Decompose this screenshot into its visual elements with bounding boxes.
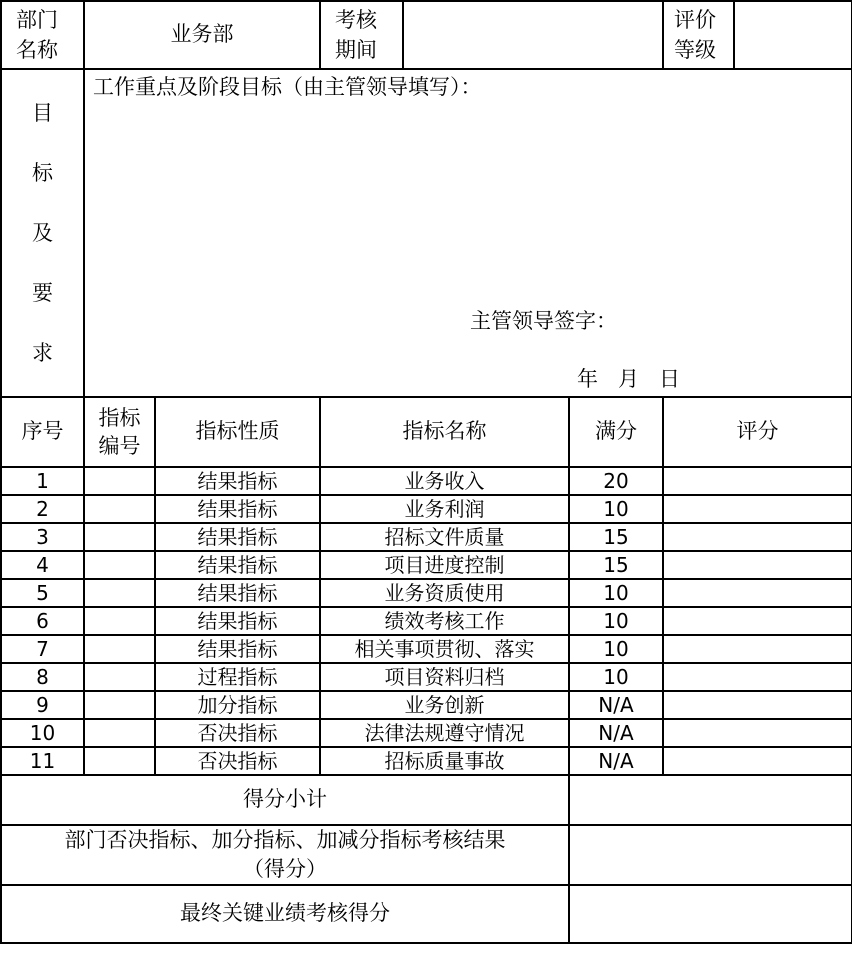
row-nature: 过程指标 [155, 663, 320, 691]
row-full-score: 10 [569, 607, 663, 635]
grade-label: 评价 等级 [663, 1, 734, 69]
row-code[interactable] [84, 551, 155, 579]
dept-result-label: 部门否决指标、加分指标、加减分指标考核结果 （得分） [1, 825, 569, 885]
row-seq: 4 [1, 551, 84, 579]
table-row [1, 523, 852, 551]
row-nature: 结果指标 [155, 635, 320, 663]
row-full-score: N/A [569, 691, 663, 719]
row-full-score: 10 [569, 579, 663, 607]
row-seq: 8 [1, 663, 84, 691]
dept-result-row [1, 825, 852, 885]
grade-value[interactable] [734, 1, 852, 69]
row-score[interactable] [663, 551, 852, 579]
table-row [1, 551, 852, 579]
goals-title: 工作重点及阶段目标（由主管领导填写）： [93, 75, 482, 99]
row-full-score: 10 [569, 635, 663, 663]
row-name: 法律法规遵守情况 [320, 719, 569, 747]
col-name-header: 指标名称 [320, 397, 569, 467]
row-name: 业务利润 [320, 495, 569, 523]
dept-name-value[interactable]: 业务部 [84, 1, 320, 69]
table-row [1, 691, 852, 719]
row-code[interactable] [84, 607, 155, 635]
header-row [1, 1, 852, 69]
table-row [1, 635, 852, 663]
row-code[interactable] [84, 523, 155, 551]
row-code[interactable] [84, 719, 155, 747]
row-full-score: 10 [569, 663, 663, 691]
final-score-value[interactable] [569, 885, 852, 943]
row-nature: 结果指标 [155, 607, 320, 635]
signature-date-label: 年 月 日 [577, 367, 681, 391]
row-full-score: 20 [569, 467, 663, 495]
row-score[interactable] [663, 635, 852, 663]
table-row [1, 495, 852, 523]
row-nature: 结果指标 [155, 551, 320, 579]
dept-result-value[interactable] [569, 825, 852, 885]
row-score[interactable] [663, 691, 852, 719]
row-name: 项目进度控制 [320, 551, 569, 579]
row-code[interactable] [84, 691, 155, 719]
row-full-score: N/A [569, 719, 663, 747]
row-score[interactable] [663, 467, 852, 495]
row-name: 项目资料归档 [320, 663, 569, 691]
col-seq-header: 序号 [1, 397, 84, 467]
table-row [1, 467, 852, 495]
row-score[interactable] [663, 747, 852, 775]
row-code[interactable] [84, 663, 155, 691]
subtotal-value[interactable] [569, 775, 852, 825]
goals-row [1, 69, 852, 397]
table-row [1, 607, 852, 635]
row-seq: 5 [1, 579, 84, 607]
row-nature: 否决指标 [155, 747, 320, 775]
row-code[interactable] [84, 467, 155, 495]
row-nature: 加分指标 [155, 691, 320, 719]
table-row [1, 747, 852, 775]
col-full-header: 满分 [569, 397, 663, 467]
row-nature: 结果指标 [155, 579, 320, 607]
row-score[interactable] [663, 579, 852, 607]
row-seq: 11 [1, 747, 84, 775]
supervisor-signature-label: 主管领导签字： [470, 309, 617, 333]
goals-side-label: 目 标 及 要 求 [1, 69, 84, 397]
row-seq: 6 [1, 607, 84, 635]
column-header-row [1, 397, 852, 467]
dept-name-label: 部门 名称 [1, 1, 84, 69]
row-nature: 否决指标 [155, 719, 320, 747]
table-row [1, 579, 852, 607]
row-nature: 结果指标 [155, 523, 320, 551]
row-code[interactable] [84, 495, 155, 523]
subtotal-row [1, 775, 852, 825]
goals-content-area[interactable] [84, 69, 852, 397]
row-name: 业务资质使用 [320, 579, 569, 607]
row-name: 相关事项贯彻、落实 [320, 635, 569, 663]
row-seq: 9 [1, 691, 84, 719]
row-seq: 10 [1, 719, 84, 747]
period-label: 考核 期间 [320, 1, 403, 69]
table-row [1, 663, 852, 691]
row-seq: 7 [1, 635, 84, 663]
row-full-score: 15 [569, 523, 663, 551]
row-name: 招标质量事故 [320, 747, 569, 775]
row-score[interactable] [663, 663, 852, 691]
row-nature: 结果指标 [155, 467, 320, 495]
subtotal-label: 得分小计 [1, 775, 569, 825]
indicator-rows [1, 467, 852, 775]
row-name: 业务收入 [320, 467, 569, 495]
row-seq: 3 [1, 523, 84, 551]
final-score-row [1, 885, 852, 943]
row-seq: 1 [1, 467, 84, 495]
row-nature: 结果指标 [155, 495, 320, 523]
row-full-score: 15 [569, 551, 663, 579]
row-full-score: N/A [569, 747, 663, 775]
row-code[interactable] [84, 635, 155, 663]
row-name: 业务创新 [320, 691, 569, 719]
col-nature-header: 指标性质 [155, 397, 320, 467]
period-value[interactable] [403, 1, 663, 69]
col-score-header: 评分 [663, 397, 852, 467]
row-score[interactable] [663, 495, 852, 523]
row-code[interactable] [84, 747, 155, 775]
row-code[interactable] [84, 579, 155, 607]
row-score[interactable] [663, 523, 852, 551]
row-seq: 2 [1, 495, 84, 523]
row-score[interactable] [663, 607, 852, 635]
col-code-header: 指标 编号 [84, 397, 155, 467]
table-row [1, 719, 852, 747]
row-name: 绩效考核工作 [320, 607, 569, 635]
row-full-score: 10 [569, 495, 663, 523]
row-name: 招标文件质量 [320, 523, 569, 551]
row-score[interactable] [663, 719, 852, 747]
final-score-label: 最终关键业绩考核得分 [1, 885, 569, 943]
